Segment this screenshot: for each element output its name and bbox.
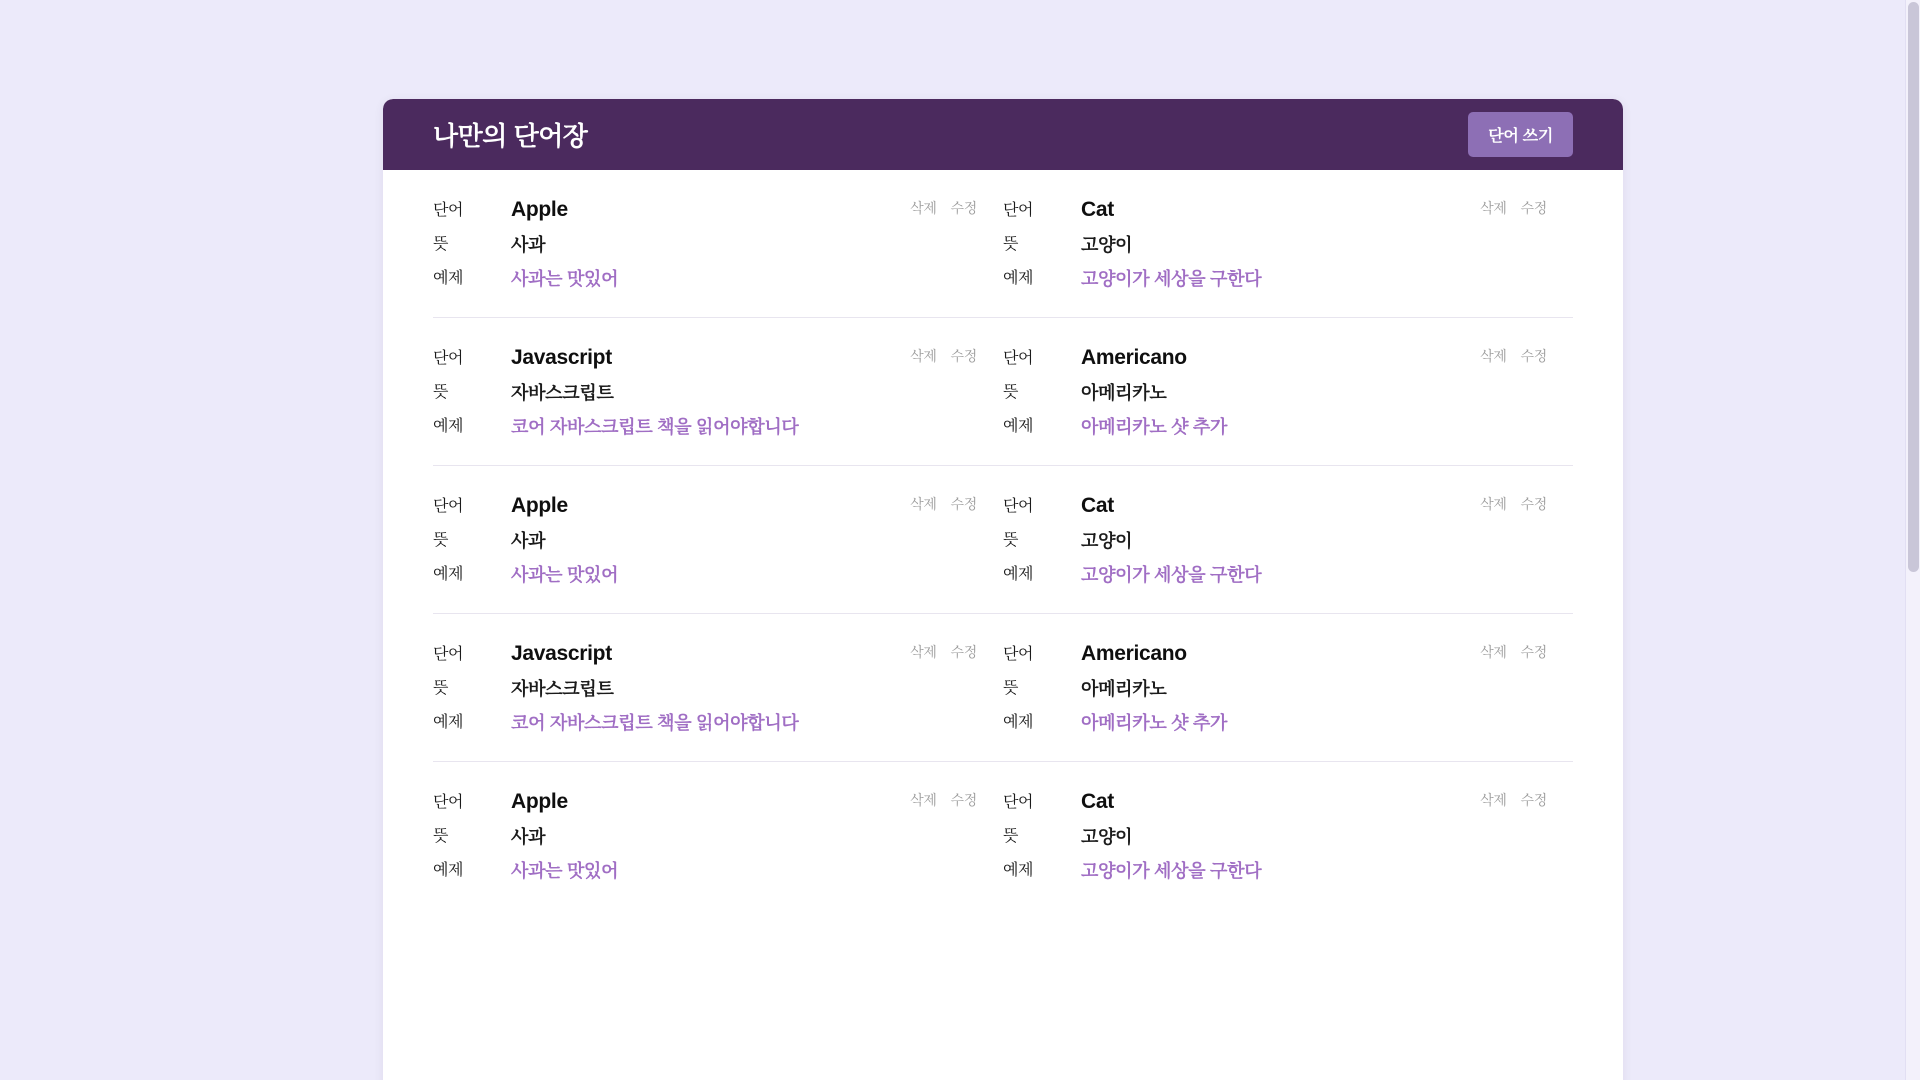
- card-actions: [910, 790, 977, 810]
- field-labels: [1003, 346, 1081, 438]
- label-word: 단어: [1003, 646, 1034, 663]
- delete-button[interactable]: 삭제: [910, 200, 937, 216]
- label-meaning: 뜻: [433, 680, 449, 697]
- example-text: 고양이가 세상을 구한다: [1081, 269, 1262, 289]
- word-text: Apple: [511, 198, 568, 221]
- label-example: 예제: [1003, 862, 1034, 879]
- label-example: 예제: [1003, 418, 1034, 435]
- word-card: [1003, 790, 1573, 882]
- label-example: 예제: [433, 270, 464, 287]
- label-word: 단어: [433, 646, 464, 663]
- edit-button[interactable]: 수정: [950, 200, 977, 216]
- field-labels: [1003, 790, 1081, 882]
- word-card: [433, 790, 1003, 882]
- example-text: 코어 자바스크립트 책을 읽어야합니다: [511, 713, 799, 733]
- label-example: 예제: [1003, 270, 1034, 287]
- meaning-text: 고양이: [1081, 235, 1133, 255]
- word-text: Cat: [1081, 198, 1114, 221]
- edit-button[interactable]: 수정: [1520, 792, 1547, 808]
- field-labels: [433, 346, 511, 438]
- word-text: Americano: [1081, 642, 1187, 665]
- delete-button[interactable]: 삭제: [1480, 348, 1507, 364]
- field-labels: [433, 790, 511, 882]
- delete-button[interactable]: 삭제: [1480, 644, 1507, 660]
- word-row: [433, 762, 1573, 909]
- card-actions: [1480, 494, 1547, 514]
- example-text: 아메리카노 샷 추가: [1081, 713, 1228, 733]
- label-meaning: 뜻: [1003, 532, 1019, 549]
- meaning-text: 사과: [511, 235, 546, 255]
- field-labels: [433, 494, 511, 586]
- example-text: 고양이가 세상을 구한다: [1081, 861, 1262, 881]
- delete-button[interactable]: 삭제: [1480, 792, 1507, 808]
- label-word: 단어: [433, 794, 464, 811]
- word-card: [433, 198, 1003, 290]
- example-text: 사과는 맛있어: [511, 565, 619, 585]
- label-example: 예제: [1003, 714, 1034, 731]
- word-text: Javascript: [511, 346, 612, 369]
- word-text: Cat: [1081, 790, 1114, 813]
- word-text: Apple: [511, 494, 568, 517]
- label-word: 단어: [433, 498, 464, 515]
- word-list: [383, 170, 1623, 909]
- word-row: [433, 614, 1573, 762]
- field-labels: [433, 198, 511, 290]
- delete-button[interactable]: 삭제: [910, 792, 937, 808]
- field-labels: [433, 642, 511, 734]
- label-word: 단어: [1003, 498, 1034, 515]
- label-meaning: 뜻: [1003, 384, 1019, 401]
- label-example: 예제: [433, 418, 464, 435]
- label-example: 예제: [433, 714, 464, 731]
- field-labels: [1003, 494, 1081, 586]
- word-card: [433, 346, 1003, 438]
- label-word: 단어: [433, 202, 464, 219]
- label-word: 단어: [1003, 350, 1034, 367]
- word-card: [433, 642, 1003, 734]
- edit-button[interactable]: 수정: [1520, 496, 1547, 512]
- label-meaning: 뜻: [433, 828, 449, 845]
- delete-button[interactable]: 삭제: [910, 644, 937, 660]
- field-labels: [1003, 642, 1081, 734]
- word-text: Javascript: [511, 642, 612, 665]
- meaning-text: 고양이: [1081, 827, 1133, 847]
- word-text: Americano: [1081, 346, 1187, 369]
- page-title: 나만의 단어장: [433, 121, 588, 151]
- label-meaning: 뜻: [1003, 236, 1019, 253]
- edit-button[interactable]: 수정: [1520, 348, 1547, 364]
- label-example: 예제: [1003, 566, 1034, 583]
- delete-button[interactable]: 삭제: [910, 496, 937, 512]
- card-actions: [1480, 346, 1547, 366]
- label-word: 단어: [1003, 794, 1034, 811]
- example-text: 아메리카노 샷 추가: [1081, 417, 1228, 437]
- edit-button[interactable]: 수정: [950, 644, 977, 660]
- meaning-text: 자바스크립트: [511, 679, 614, 699]
- edit-button[interactable]: 수정: [950, 496, 977, 512]
- word-row: [433, 318, 1573, 466]
- word-text: Apple: [511, 790, 568, 813]
- meaning-text: 아메리카노: [1081, 679, 1167, 699]
- edit-button[interactable]: 수정: [950, 348, 977, 364]
- word-card: [433, 494, 1003, 586]
- card-actions: [1480, 198, 1547, 218]
- page-scrollbar[interactable]: [1905, 0, 1920, 1080]
- label-meaning: 뜻: [433, 236, 449, 253]
- example-text: 사과는 맛있어: [511, 861, 619, 881]
- word-row: [433, 170, 1573, 318]
- field-labels: [1003, 198, 1081, 290]
- wordbook-card: [383, 99, 1623, 1080]
- word-card: [1003, 346, 1573, 438]
- edit-button[interactable]: 수정: [950, 792, 977, 808]
- delete-button[interactable]: 삭제: [1480, 200, 1507, 216]
- card-actions: [910, 198, 977, 218]
- meaning-text: 사과: [511, 827, 546, 847]
- card-header: [383, 99, 1623, 170]
- meaning-text: 자바스크립트: [511, 383, 614, 403]
- delete-button[interactable]: 삭제: [910, 348, 937, 364]
- word-card: [1003, 198, 1573, 290]
- label-word: 단어: [1003, 202, 1034, 219]
- meaning-text: 사과: [511, 531, 546, 551]
- example-text: 고양이가 세상을 구한다: [1081, 565, 1262, 585]
- label-example: 예제: [433, 566, 464, 583]
- label-meaning: 뜻: [433, 384, 449, 401]
- card-actions: [910, 642, 977, 662]
- meaning-text: 아메리카노: [1081, 383, 1167, 403]
- card-actions: [1480, 642, 1547, 662]
- word-card: [1003, 642, 1573, 734]
- edit-button[interactable]: 수정: [1520, 644, 1547, 660]
- edit-button[interactable]: 수정: [1520, 200, 1547, 216]
- example-text: 사과는 맛있어: [511, 269, 619, 289]
- card-actions: [910, 494, 977, 514]
- card-actions: [910, 346, 977, 366]
- label-example: 예제: [433, 862, 464, 879]
- word-row: [433, 466, 1573, 614]
- example-text: 코어 자바스크립트 책을 읽어야합니다: [511, 417, 799, 437]
- delete-button[interactable]: 삭제: [1480, 496, 1507, 512]
- card-actions: [1480, 790, 1547, 810]
- label-meaning: 뜻: [1003, 828, 1019, 845]
- label-meaning: 뜻: [433, 532, 449, 549]
- meaning-text: 고양이: [1081, 531, 1133, 551]
- write-word-button[interactable]: 단어 쓰기: [1468, 112, 1573, 157]
- word-text: Cat: [1081, 494, 1114, 517]
- label-word: 단어: [433, 350, 464, 367]
- word-card: [1003, 494, 1573, 586]
- page-scrollbar-thumb[interactable]: [1908, 2, 1919, 572]
- label-meaning: 뜻: [1003, 680, 1019, 697]
